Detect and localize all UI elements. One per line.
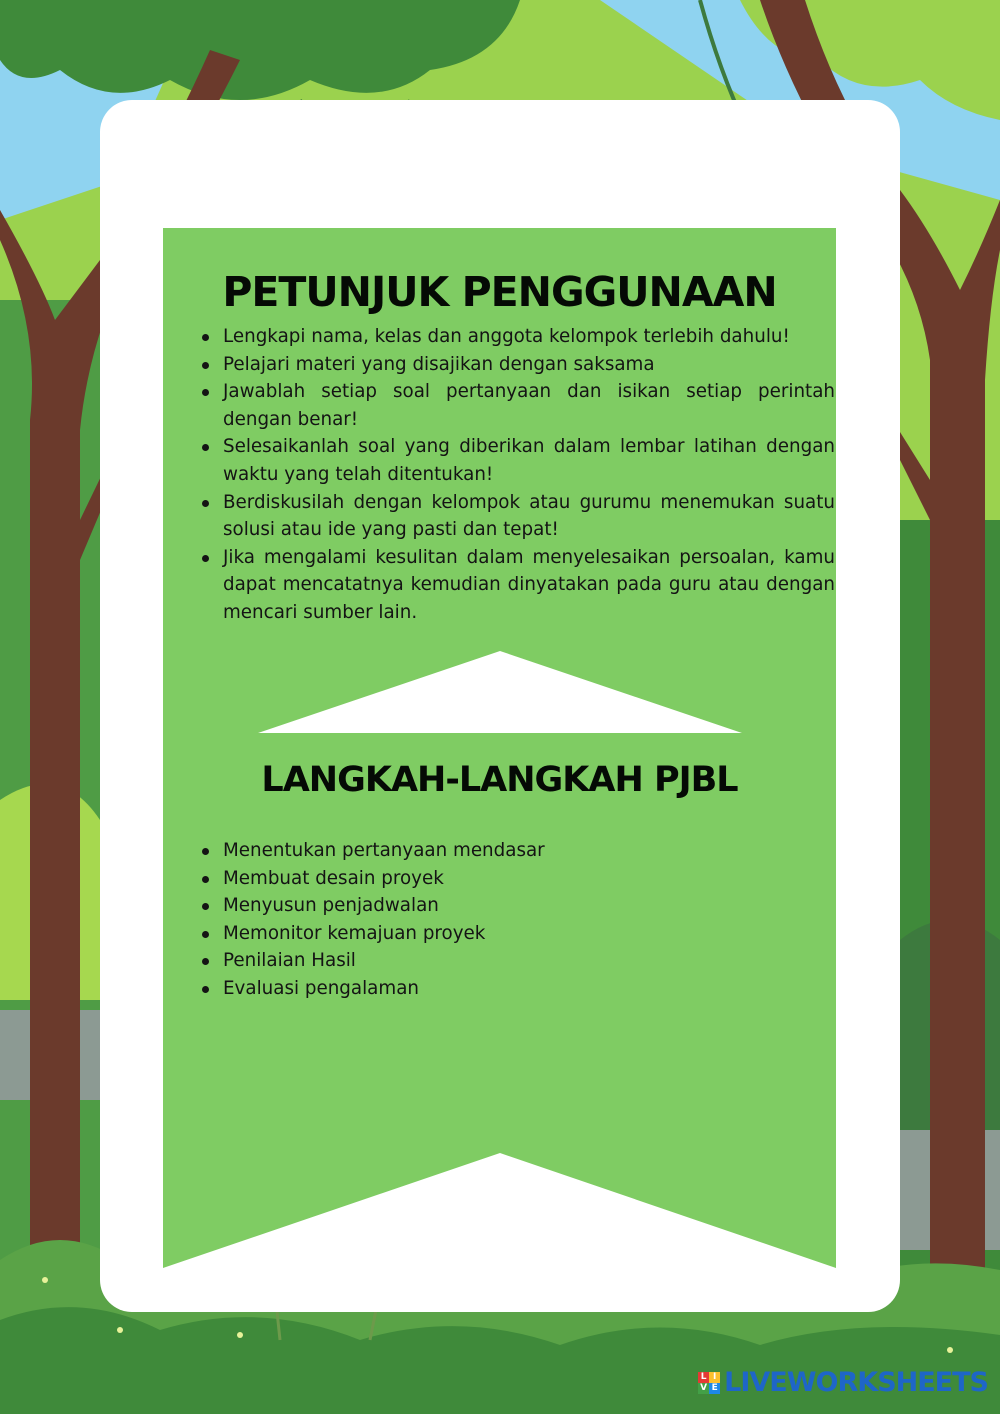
list-item: Memonitor kemajuan proyek [223, 920, 835, 948]
liveworksheets-text: LIVEWORKSHEETS [724, 1367, 988, 1398]
list-item: Berdiskusilah dengan kelompok atau gurumu menemukan suatu solusi atau ide yang pasti dan tepat! [223, 489, 835, 544]
list-item: Jika mengalami kesulitan dalam menyelesaikan persoalan, kamu dapat mencatatnya kemudian dinyatakan pada guru atau dengan mencari sumber lain. [223, 544, 835, 627]
list-item: Menentukan pertanyaan mendasar [223, 837, 835, 865]
list-item: Selesaikanlah soal yang diberikan dalam lembar latihan dengan waktu yang telah ditentukan! [223, 433, 835, 488]
list-item: Lengkapi nama, kelas dan anggota kelompok terlebih dahulu! [223, 323, 835, 351]
liveworksheets-logo[interactable] [698, 1367, 988, 1398]
petunjuk-title: PETUNJUK PENGGUNAAN [222, 268, 777, 316]
langkah-title: LANGKAH-LANGKAH PJBL [261, 760, 738, 800]
list-item: Jawablah setiap soal pertanyaan dan isikan setiap perintah dengan benar! [223, 378, 835, 433]
instructions-content [163, 228, 836, 1268]
liveworksheets-mark-icon: L I V E [698, 1372, 720, 1394]
list-item: Menyusun penjadwalan [223, 892, 835, 920]
list-item: Evaluasi pengalaman [223, 975, 835, 1003]
langkah-list [199, 837, 835, 1003]
petunjuk-list [199, 323, 835, 627]
list-item: Penilaian Hasil [223, 947, 835, 975]
list-item: Pelajari materi yang disajikan dengan saksama [223, 351, 835, 379]
list-item: Membuat desain proyek [223, 865, 835, 893]
